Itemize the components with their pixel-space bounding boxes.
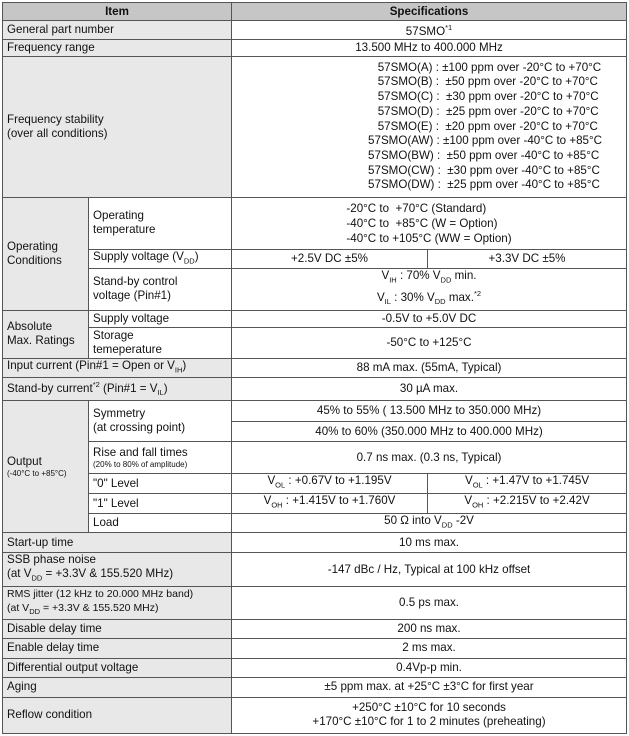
storage-temperature-label: [89, 327, 232, 358]
standby-vih: $V_{IH}$ : 70% $V_{DD}$ min.: [381, 269, 477, 285]
specifications-table: [2, 2, 627, 734]
supply-voltage-label: Supply voltage $(V_{DD})$: [89, 249, 232, 268]
table-row: [3, 553, 627, 586]
table-row: [3, 249, 627, 268]
operating-temperature-line: -20°C to +70°C (Standard): [346, 201, 487, 215]
operating-temperature-label-line1: Operating: [93, 209, 144, 223]
table-row: [3, 638, 627, 658]
table-row: [3, 514, 627, 533]
table-row: [3, 533, 627, 553]
table-row: [3, 586, 627, 619]
storage-temperature-label-line1: Storage: [93, 328, 134, 342]
frequency-stability-values: [232, 56, 627, 197]
symmetry-label-line1: Symmetry: [93, 407, 146, 421]
operating-temperature-values: [232, 197, 627, 249]
rise-fall-label-line2: (20% to 80% of amplitude): [93, 459, 188, 469]
output-label-line1: Output: [7, 454, 42, 468]
level0-value-b: $V_{OL}$ : +1.47V to +1.745V: [428, 474, 627, 494]
storage-temperature-label-line2: temeperature: [93, 342, 162, 356]
reflow-condition-label: Reflow condition: [3, 697, 232, 733]
frequency-stability-line: 57SMO(B) : ±50 ppm over -20°C to +70°C: [368, 75, 598, 89]
frequency-stability-line: 57SMO(DW) : ±25 ppm over -40°C to +85°C: [368, 178, 600, 192]
storage-temperature-value: -50°C to +125°C: [232, 327, 627, 358]
symmetry-value-1: 45% to 55% ( 13.500 MHz to 350.000 MHz): [232, 401, 627, 422]
table-row: [3, 377, 627, 400]
load-value: 50 Ω into $V_{DD}$ -2V: [232, 514, 627, 533]
ssb-phase-noise-label: [3, 553, 232, 586]
symmetry-label: [89, 401, 232, 442]
operating-temperature-line: -40°C to +105°C (WW = Option): [346, 231, 512, 245]
frequency-stability-line: 57SMO(E) : ±20 ppm over -20°C to +70°C: [368, 119, 598, 133]
rise-fall-label-line1: Rise and fall times: [93, 445, 188, 459]
operating-conditions-label-line2: Conditions: [7, 253, 62, 267]
ssb-phase-noise-value: -147 dBc / Hz, Typical at 100 kHz offset: [232, 553, 627, 586]
rms-jitter-label: [3, 586, 232, 619]
rms-jitter-label-line2: (at $V_{DD} = +3.3V$ & 155.520 MHz): [7, 601, 159, 616]
absolute-max-label-line1: Absolute: [7, 320, 53, 334]
table-header-row: [3, 3, 627, 21]
table-row: [3, 697, 627, 733]
abs-supply-voltage-label: Supply voltage: [89, 310, 232, 327]
input-current-value: 88 mA max. (55mA, Typical): [232, 358, 627, 377]
startup-time-value: 10 ms max.: [232, 533, 627, 553]
rms-jitter-value: 0.5 ps max.: [232, 586, 627, 619]
standby-control-values: [232, 269, 627, 310]
table-row: [3, 494, 627, 514]
aging-value: ±5 ppm max. at +25°C ±3°C for first year: [232, 677, 627, 697]
table-row: [3, 327, 627, 358]
table-row: [3, 310, 627, 327]
ssb-phase-noise-label-line2: (at $V_{DD} = +3.3V$ & 155.520 MHz): [7, 567, 174, 583]
absolute-max-label-line2: Max. Ratings: [7, 334, 75, 348]
symmetry-value-2: 40% to 60% (350.000 MHz to 400.000 MHz): [232, 422, 627, 442]
reflow-condition-value-1: +250°C ±10°C for 10 seconds: [352, 701, 506, 715]
enable-delay-label: Enable delay time: [3, 638, 232, 658]
absolute-max-label: [3, 310, 89, 358]
operating-temperature-label-line2: temperature: [93, 223, 156, 237]
general-part-number-label: General part number: [3, 21, 232, 40]
load-label: Load: [89, 514, 232, 533]
output-label: [3, 401, 89, 533]
standby-control-label-line1: Stand-by control: [93, 275, 178, 289]
table-row: [3, 197, 627, 249]
aging-label: Aging: [3, 677, 232, 697]
frequency-stability-line: 57SMO(A) : ±100 ppm over -20°C to +70°C: [368, 60, 602, 74]
standby-vil: $V_{IL}$ : 30% $V_{DD}$ max.$^{*2}$: [376, 289, 482, 307]
output-label-line2: (-40°C to +85°C): [7, 468, 67, 478]
frequency-stability-list: [368, 61, 602, 193]
operating-conditions-label-line1: Operating: [7, 239, 58, 253]
reflow-condition-value-2: +170°C ±10°C for 1 to 2 minutes (preheating): [312, 715, 546, 729]
table-row: [3, 474, 627, 494]
disable-delay-label: Disable delay time: [3, 619, 232, 638]
level1-label: "1" Level: [89, 494, 232, 514]
table-row: [3, 21, 627, 40]
level0-value-a: $V_{OL}$ : +0.67V to +1.195V: [232, 474, 428, 494]
supply-voltage-value-2v5: +2.5V DC ±5%: [232, 249, 428, 268]
header-specifications: Specifications: [232, 3, 627, 21]
frequency-range-label: Frequency range: [3, 39, 232, 56]
table-row: [3, 619, 627, 638]
diff-output-voltage-value: 0.4Vp-p min.: [232, 658, 627, 677]
table-row: [3, 56, 627, 197]
operating-temperature-label: [89, 197, 232, 249]
ssb-phase-noise-label-line1: SSB phase noise: [7, 553, 96, 567]
frequency-stability-line: 57SMO(AW) : ±100 ppm over -40°C to +85°C: [368, 134, 603, 148]
startup-time-label: Start-up time: [3, 533, 232, 553]
abs-supply-voltage-value: -0.5V to +5.0V DC: [232, 310, 627, 327]
standby-control-label: [89, 269, 232, 310]
table-row: [3, 658, 627, 677]
input-current-label: Input current (Pin#1 = Open or $V_{IH}$): [3, 358, 232, 377]
table-row: [3, 39, 627, 56]
level0-label: "0" Level: [89, 474, 232, 494]
disable-delay-value: 200 ns max.: [232, 619, 627, 638]
table-row: [3, 269, 627, 310]
operating-temperature-list: [346, 201, 511, 246]
frequency-stability-line: 57SMO(D) : ±25 ppm over -20°C to +70°C: [368, 104, 599, 118]
standby-current-value: 30 µA max.: [232, 377, 627, 400]
rise-fall-label: [89, 442, 232, 474]
general-part-number-value: 57SMO$^{*1}$: [232, 21, 627, 40]
frequency-stability-label-line2: (over all conditions): [7, 126, 108, 140]
standby-control-label-line2: voltage (Pin#1): [93, 289, 171, 303]
diff-output-voltage-label: Differential output voltage: [3, 658, 232, 677]
standby-current-label: Stand-by current$^{*2}$ (Pin#1 = $V_{IL}$): [3, 377, 232, 400]
frequency-stability-line: 57SMO(BW) : ±50 ppm over -40°C to +85°C: [368, 148, 600, 162]
frequency-stability-label: [3, 56, 232, 197]
rise-fall-value: 0.7 ns max. (0.3 ns, Typical): [232, 442, 627, 474]
header-item: Item: [3, 3, 232, 21]
frequency-stability-line: 57SMO(CW) : ±30 ppm over -40°C to +85°C: [368, 163, 600, 177]
level1-value-a: $V_{OH}$ : +1.415V to +1.760V: [232, 494, 428, 514]
table-row: [3, 358, 627, 377]
frequency-stability-line: 57SMO(C) : ±30 ppm over -20°C to +70°C: [368, 90, 599, 104]
operating-conditions-label: [3, 197, 89, 310]
operating-temperature-line: -40°C to +85°C (W = Option): [346, 216, 498, 230]
table-row: [3, 677, 627, 697]
supply-voltage-value-3v3: +3.3V DC ±5%: [428, 249, 627, 268]
table-row: [3, 442, 627, 474]
frequency-stability-label-line1: Frequency stability: [7, 112, 104, 126]
reflow-condition-value: [232, 697, 627, 733]
frequency-range-value: 13.500 MHz to 400.000 MHz: [232, 39, 627, 56]
rms-jitter-label-line1: RMS jitter (12 kHz to 20.000 MHz band): [7, 587, 194, 600]
enable-delay-value: 2 ms max.: [232, 638, 627, 658]
symmetry-label-line2: (at crossing point): [93, 421, 186, 435]
level1-value-b: $V_{OH}$ : +2.215V to +2.42V: [428, 494, 627, 514]
table-row: [3, 401, 627, 422]
